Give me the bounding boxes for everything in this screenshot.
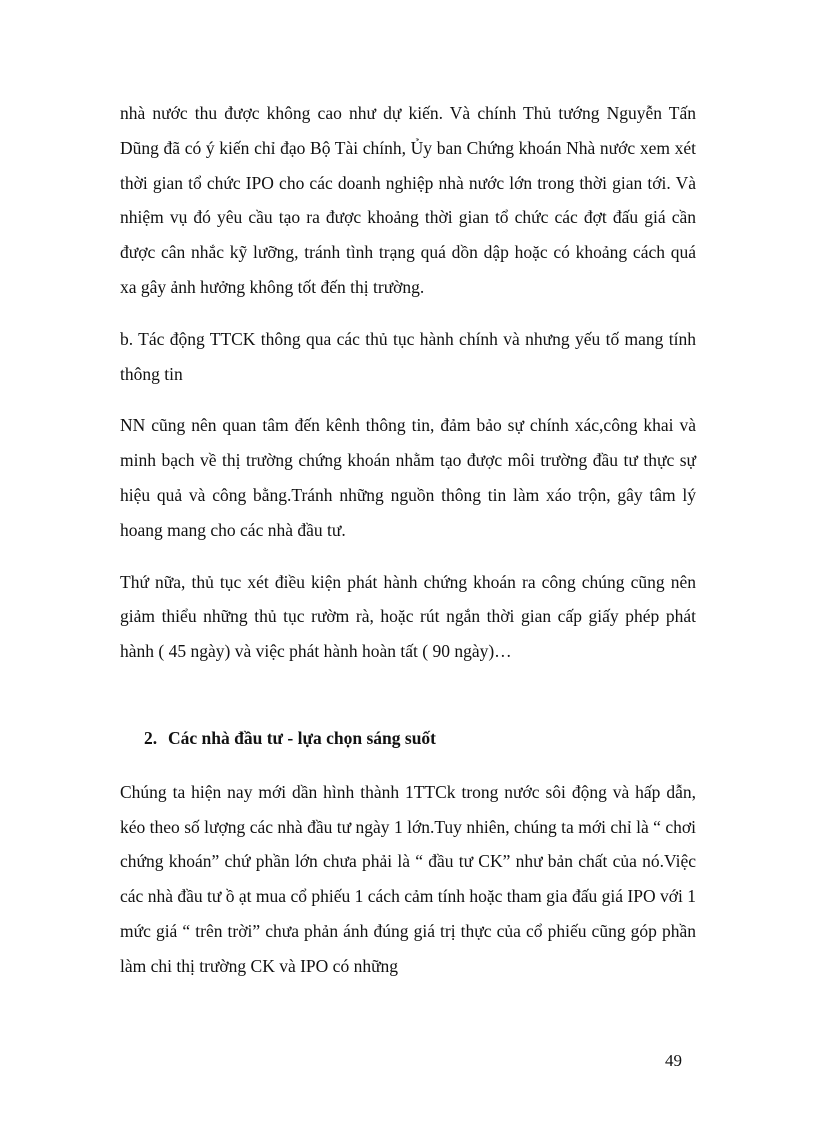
section-heading-investors bbox=[120, 721, 696, 756]
section-number: 2. bbox=[144, 727, 158, 748]
paragraph-ipo-timing: nhà nước thu được không cao như dự kiến. Và chính Thủ tướng Nguyễn Tấn Dũng đã có ý kiến chỉ đạo Bộ Tài chính, Ủy ban Chứng khoán Nhà nước xem xét thời gian tổ chức IPO cho các doanh nghiệp nhà nước lớn trong thời gian tới. Và nhiệm vụ đó yêu cầu tạo ra được khoảng thời gian tổ chức các đợt đấu giá cần được cân nhắc kỹ lưỡng, tránh tình trạng quá dồn dập hoặc có khoảng cách quá xa gây ảnh hưởng không tốt đến thị trường. bbox=[120, 103, 696, 297]
paragraph-investors: Chúng ta hiện nay mới dần hình thành 1TTCk trong nước sôi động và hấp dẫn, kéo theo số lượng các nhà đầu tư ngày 1 lớn.Tuy nhiên, chúng ta mới chỉ là “ chơi chứng khoán” chứ phần lớn chưa phải là “ đầu tư CK” như bản chất của nó.Việc các nhà đầu tư ồ ạt mua cổ phiếu 1 cách cảm tính hoặc tham gia đấu giá IPO với 1 mức giá “ trên trời” chưa phản ánh đúng giá trị thực của cổ phiếu cũng góp phần làm chi thị trường CK và IPO có những bbox=[120, 781, 696, 976]
paragraph-procedures: Thứ nữa, thủ tục xét điều kiện phát hành chứng khoán ra công chúng cũng nên giảm thiểu những thủ tục rườm rà, hoặc rút ngắn thời gian cấp giấy phép phát hành ( 45 ngày) và việc phát hành hoàn tất ( 90 ngày)… bbox=[120, 571, 696, 662]
paragraph-information: NN cũng nên quan tâm đến kênh thông tin, đảm bảo sự chính xác,công khai và minh bạch về thị trường chứng khoán nhằm tạo được môi trường đầu tư thực sự hiệu quả và công bằng.Tránh những nguồn thông tin làm xáo trộn, gây tâm lý hoang mang cho các nhà đầu tư. bbox=[120, 415, 696, 540]
section-title: Các nhà đầu tư - lựa chọn sáng suốt bbox=[168, 727, 437, 748]
subsection-heading-b: b. Tác động TTCK thông qua các thủ tục hành chính và nhưng yếu tố mang tính thông tin bbox=[120, 328, 696, 384]
document-page bbox=[120, 96, 696, 984]
page-number: 49 bbox=[665, 1051, 682, 1070]
